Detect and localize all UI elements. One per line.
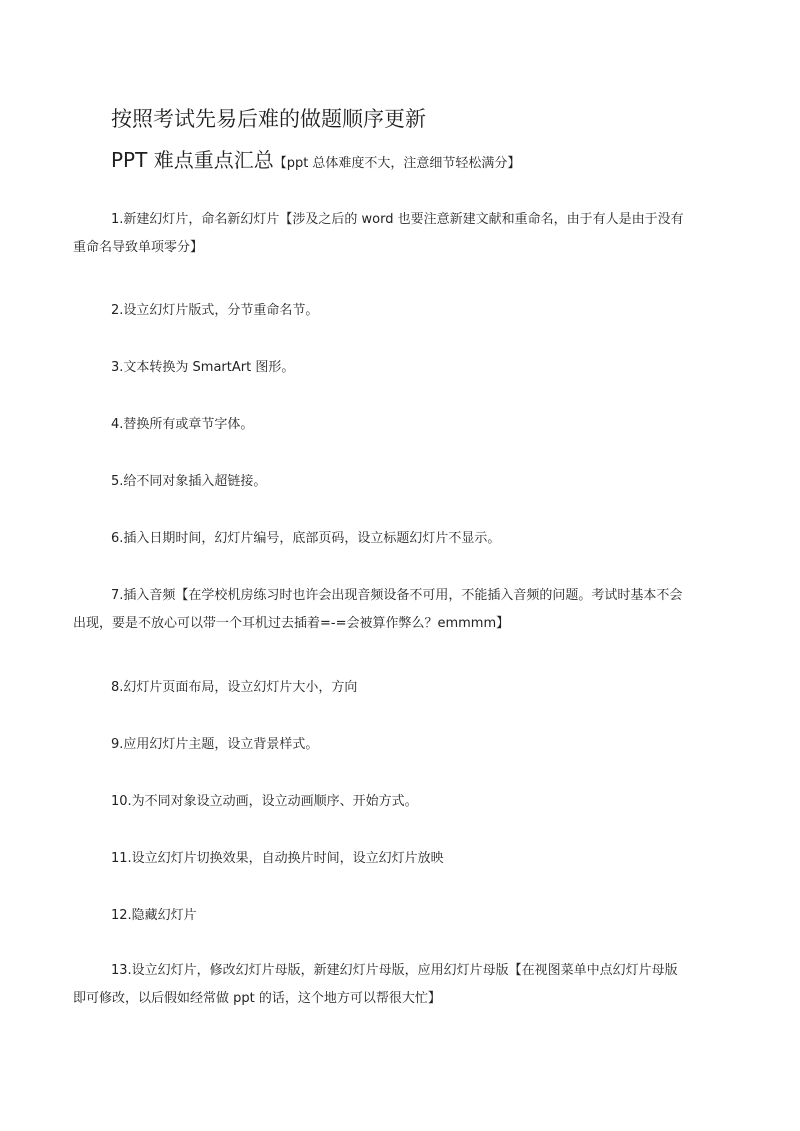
list-item-9: 9.应用幻灯片主题，设立背景样式。 — [111, 737, 319, 752]
document-title: 按照考试先易后难的做题顺序更新 — [111, 107, 426, 131]
subtitle-note: 【ppt 总体难度不大，注意细节轻松满分】 — [273, 156, 521, 171]
list-item-5: 5.给不同对象插入超链接。 — [111, 474, 267, 489]
list-item-1 — [73, 206, 733, 262]
list-item-7 — [73, 582, 733, 638]
list-item-2: 2.设立幻灯片版式，分节重命名节。 — [111, 303, 319, 318]
list-item-7-line-1: 7.插入音频【在学校机房练习时也许会出现音频设备不可用，不能插入音频的问题。考试时基本不会 — [111, 588, 683, 603]
list-item-1-line-1: 1.新建幻灯片，命名新幻灯片【涉及之后的 word 也要注意新建文献和重命名，由于有人是由于没有 — [111, 212, 684, 227]
subtitle-main: PPT 难点重点汇总 — [111, 148, 274, 172]
list-item-13-line-2: 即可修改，以后假如经常做 ppt 的话，这个地方可以帮很大忙】 — [73, 991, 441, 1006]
list-item-7-line-2: 出现，要是不放心可以带一个耳机过去插着=-=会被算作弊么？emmmm】 — [73, 616, 510, 631]
list-item-1-line-2: 重命名导致单项零分】 — [73, 240, 204, 255]
list-item-12: 12.隐藏幻灯片 — [111, 908, 197, 923]
list-item-3: 3.文本转换为 SmartArt 图形。 — [111, 360, 295, 375]
list-item-8: 8.幻灯片页面布局，设立幻灯片大小，方向 — [111, 680, 358, 695]
list-item-6: 6.插入日期时间，幻灯片编号，底部页码，设立标题幻灯片不显示。 — [111, 531, 501, 546]
document-subtitle — [111, 145, 520, 179]
list-item-13 — [73, 957, 733, 1013]
list-item-13-line-1: 13.设立幻灯片，修改幻灯片母版，新建幻灯片母版，应用幻灯片母版【在视图菜单中点幻灯片母版 — [111, 963, 678, 978]
list-item-4: 4.替换所有或章节字体。 — [111, 417, 254, 432]
list-item-10: 10.为不同对象设立动画，设立动画顺序、开始方式。 — [111, 794, 418, 809]
list-item-11: 11.设立幻灯片切换效果，自动换片时间，设立幻灯片放映 — [111, 851, 444, 866]
